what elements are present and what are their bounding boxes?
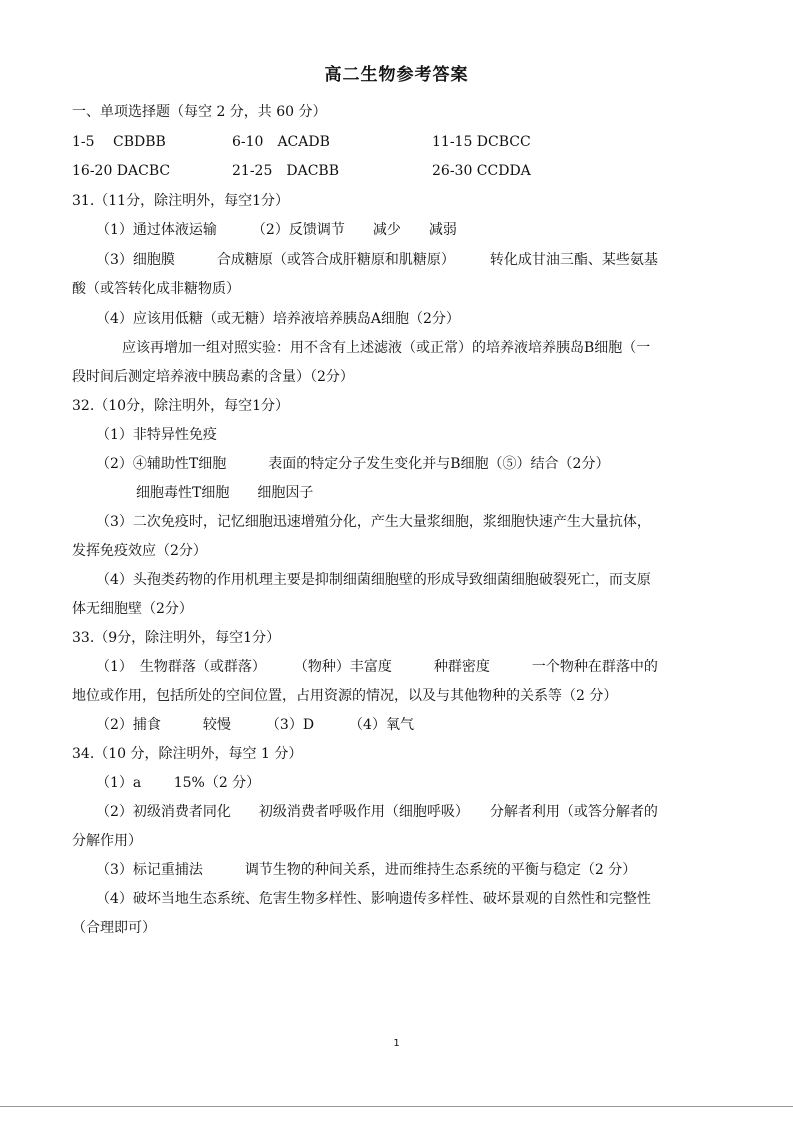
page-number: 1 (393, 1038, 400, 1049)
section-heading: 一、单项选择题（每空 2 分，共 60 分） (72, 104, 327, 120)
answer-line: （4）应该用低糖（或无糖）培养液培养胰岛A细胞（2分） (96, 311, 460, 327)
mcq-answer-1-5: 1-5 CBDBB (72, 134, 166, 150)
answer-line: （3）标记重捕法 调节生物的种间关系，进而维持生态系统的平衡与稳定（2 分） (96, 862, 637, 878)
answer-line: （1） 生物群落（或群落） （物种）丰富度 种群密度 一个物种在群落中的 (96, 659, 658, 675)
mcq-answer-11-15: 11-15 DCBCC (432, 134, 531, 150)
answer-line: （4）破坏当地生态系统、危害生物多样性、影响遗传多样性、破坏景观的自然性和完整性 (96, 891, 651, 907)
answer-line: 体无细胞壁（2分） (72, 601, 193, 617)
answer-line: （合理即可） (72, 920, 156, 936)
answer-line: （3）细胞膜 合成糖原（或答合成肝糖原和肌糖原） 转化成甘油三酯、某些氨基 (96, 252, 658, 268)
question-33-heading: 33.（9分，除注明外，每空1分） (72, 630, 281, 646)
answer-line: （2）④辅助性T细胞 表面的特定分子发生变化并与B细胞（⑤）结合（2分） (96, 456, 610, 472)
mcq-answer-6-10: 6-10 ACADB (232, 134, 330, 150)
answer-line: 应该再增加一组对照实验：用不含有上述滤液（或正常）的培养液培养胰岛B细胞（一 (122, 340, 651, 356)
answer-line: （3）二次免疫时，记忆细胞迅速增殖分化，产生大量浆细胞，浆细胞快速产生大量抗体， (96, 514, 651, 530)
mcq-answer-26-30: 26-30 CCDDA (432, 163, 531, 179)
answer-line: 发挥免疫效应（2分） (72, 543, 207, 559)
page-title: 高二生物参考答案 (324, 65, 469, 85)
answer-line: 酸（或答转化成非糖物质） (72, 281, 240, 297)
answer-line: （2）捕食 较慢 （3）D （4）氧气 (96, 717, 414, 733)
answer-line: （1）通过体液运输 （2）反馈调节 减少 减弱 (96, 222, 457, 238)
question-34-heading: 34.（10 分，除注明外，每空 1 分） (72, 746, 303, 762)
mcq-answer-21-25: 21-25 DACBB (232, 163, 339, 179)
mcq-answer-16-20: 16-20 DACBC (72, 163, 171, 179)
answer-line: 地位或作用，包括所处的空间位置，占用资源的情况，以及与其他物种的关系等（2 分） (72, 688, 618, 704)
answer-line: （2）初级消费者同化 初级消费者呼吸作用（细胞呼吸） 分解者利用（或答分解者的 (96, 804, 658, 820)
answer-line: 分解作用） (72, 833, 142, 849)
question-31-heading: 31.（11分，除注明外，每空1分） (72, 193, 289, 209)
page-bottom-divider (0, 1106, 793, 1107)
question-32-heading: 32.（10分，除注明外，每空1分） (72, 398, 289, 414)
answer-line: （1）非特异性免疫 (96, 427, 217, 443)
answer-line: 段时间后测定培养液中胰岛素的含量）（2分） (72, 369, 354, 385)
answer-line: 细胞毒性T细胞 细胞因子 (136, 485, 314, 501)
answer-line: （1）a 15%（2 分） (96, 775, 261, 791)
answer-line: （4）头孢类药物的作用机理主要是抑制细菌细胞壁的形成导致细菌细胞破裂死亡，而支原 (96, 572, 651, 588)
